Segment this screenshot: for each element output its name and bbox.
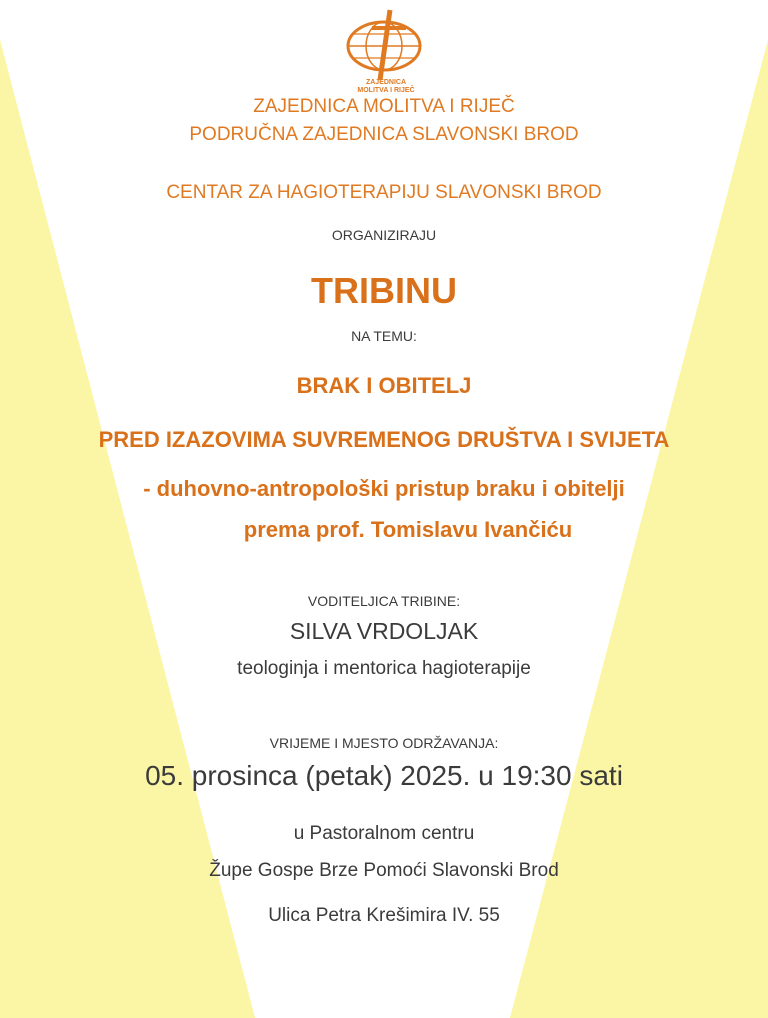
event-type: TRIBINU (311, 270, 457, 311)
venue-address: Ulica Petra Krešimira IV. 55 (268, 905, 500, 926)
venue-line2: Župe Gospe Brze Pomoći Slavonski Brod (209, 860, 559, 881)
event-subtitle-line2: prema prof. Tomislavu Ivančiću (243, 517, 573, 542)
org-center: CENTAR ZA HAGIOTERAPIJU SLAVONSKI BROD (166, 182, 602, 203)
organization-logo (340, 8, 434, 96)
host-name: SILVA VRDOLJAK (289, 618, 479, 644)
org-branch: PODRUČNA ZAJEDNICA SLAVONSKI BROD (189, 124, 579, 145)
logo-line2: MOLITVA I RIJEČ (357, 87, 415, 94)
topic-label: NA TEMU: (351, 328, 417, 344)
venue-line1: u Pastoralnom centru (293, 823, 475, 844)
organize-label: ORGANIZIRAJU (331, 227, 437, 243)
event-title-line2: PRED IZAZOVIMA SUVREMENOG DRUŠTVA I SVIJETA (98, 427, 670, 452)
event-title-line1: BRAK I OBITELJ (296, 373, 472, 398)
event-datetime: 05. prosinca (petak) 2025. u 19:30 sati (145, 760, 623, 791)
logo-line1: ZAJEDNICA (365, 79, 407, 86)
cross-globe-icon (340, 8, 434, 96)
host-label: VODITELJICA TRIBINE: (307, 593, 461, 609)
schedule-label: VRIJEME I MJESTO ODRŽAVANJA: (269, 735, 499, 751)
event-subtitle-line1: - duhovno-antropološki pristup braku i obitelji (143, 476, 625, 501)
host-role: teologinja i mentorica hagioterapije (237, 658, 531, 679)
org-name: ZAJEDNICA MOLITVA I RIJEČ (253, 96, 515, 117)
